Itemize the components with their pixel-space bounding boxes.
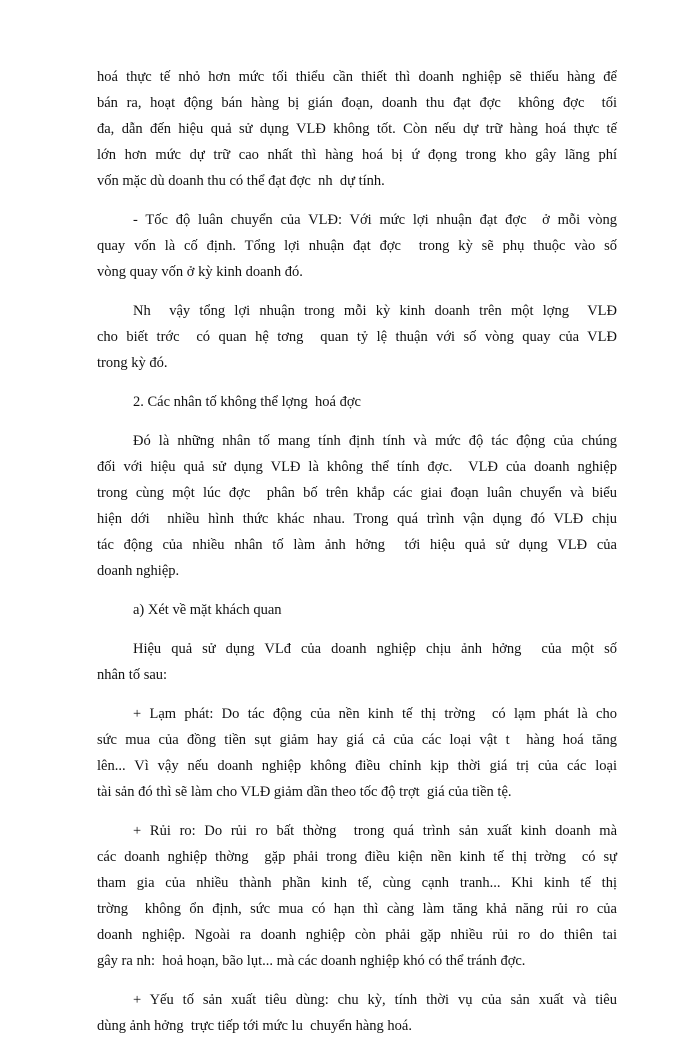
text-line: Đó là những nhân tố mang tính định tính và mức độ tác động của chúng: [133, 433, 617, 449]
document-page: [97, 64, 617, 1052]
text-line: trờng không ổn định, sức mua có hạn thì càng làm tăng khả năng rủi ro của: [97, 901, 617, 917]
para-profit-relation: [97, 298, 617, 376]
text-line: doanh nghiệp. Ngoài ra doanh nghiệp còn phải gặp nhiều rủi ro do thiên tai: [97, 927, 617, 943]
text-line: lớn hơn mức dự trữ cao nhất thì hàng hoá bị ứ đọng trong kho gây lãng phí: [97, 147, 617, 163]
text-line: nhân tố sau:: [97, 667, 168, 683]
para-inventory-continuation: [97, 64, 617, 194]
para-consumption: [97, 987, 617, 1039]
text-line: Nh vậy tổng lợi nhuận trong mỗi kỳ kinh doanh trên một lợng VLĐ: [133, 303, 617, 319]
text-line: doanh nghiệp.: [97, 563, 180, 579]
text-line: trong cùng một lúc đợc phân bố trên khắp các giai đoạn luân chuyển và biểu: [97, 485, 617, 501]
text-line: trong kỳ đó.: [97, 355, 168, 371]
text-line: bán ra, hoạt động bán hàng bị gián đoạn, doanh thu đạt đợc không đợc tối: [97, 95, 617, 111]
text-line: đa, dẫn đến hiệu quả sử dụng VLĐ không tốt. Còn nếu dự trữ hàng hoá thực tế: [97, 121, 617, 137]
text-line: sức mua của đồng tiền sụt giảm hay giá cả của các loại vật t hàng hoá tăng: [97, 732, 617, 748]
text-line: hiện dới nhiều hình thức khác nhau. Trong quá trình vận dụng đó VLĐ chịu: [97, 511, 617, 527]
para-qualitative-factors: [97, 428, 617, 584]
text-line: quay vốn là cố định. Tổng lợi nhuận đạt đợc trong kỳ sẽ phụ thuộc vào số: [97, 238, 617, 254]
text-line: tham gia của nhiều thành phần kinh tế, cùng cạnh tranh... Khi kinh tế thị: [97, 875, 617, 891]
text-line: a) Xét về mặt khách quan: [133, 602, 282, 618]
text-line: đối với hiệu quả sử dụng VLĐ là không thể tính đợc. VLĐ của doanh nghiệp: [97, 459, 617, 475]
text-line: hoá thực tế nhỏ hơn mức tối thiểu cần thiết thì doanh nghiệp sẽ thiếu hàng để: [97, 69, 617, 85]
para-risk: [97, 818, 617, 974]
text-line: vòng quay vốn ở kỳ kinh doanh đó.: [97, 264, 303, 280]
text-line: tài sản đó thì sẽ làm cho VLĐ giảm dần theo tốc độ trợt giá của tiền tệ.: [97, 784, 512, 800]
text-line: lên... Vì vậy nếu doanh nghiệp không điều chỉnh kịp thời giá trị của các loại: [97, 758, 617, 774]
heading-unquantifiable-factors: [97, 389, 617, 415]
text-line: vốn mặc dù doanh thu có thể đạt đợc nh dự tính.: [97, 173, 385, 189]
para-turnover-speed: [97, 207, 617, 285]
text-line: + Rủi ro: Do rủi ro bất thờng trong quá trình sản xuất kinh doanh mà: [133, 823, 617, 839]
para-objective-intro: [97, 636, 617, 688]
text-line: - Tốc độ luân chuyển của VLĐ: Với mức lợi nhuận đạt đợc ở mỗi vòng: [133, 212, 617, 228]
text-line: + Lạm phát: Do tác động của nền kinh tế thị trờng có lạm phát là cho: [133, 706, 617, 722]
text-line: cho biết trớc có quan hệ tơng quan tỷ lệ thuận với số vòng quay của VLĐ: [97, 329, 617, 345]
text-line: + Yếu tố sản xuất tiêu dùng: chu kỳ, tính thời vụ của sản xuất và tiêu: [133, 992, 617, 1008]
text-line: các doanh nghiệp thờng gặp phải trong điều kiện nền kinh tế thị trờng có sự: [97, 849, 617, 865]
para-inflation: [97, 701, 617, 805]
text-line: dùng ảnh hởng trực tiếp tới mức lu chuyển hàng hoá.: [97, 1018, 412, 1034]
text-line: 2. Các nhân tố không thể lợng hoá đợc: [133, 394, 361, 410]
text-line: gây ra nh: hoả hoạn, bão lụt... mà các doanh nghiệp khó có thể tránh đợc.: [97, 953, 526, 969]
text-line: tác động của nhiều nhân tố làm ảnh hởng tới hiệu quả sử dụng VLĐ của: [97, 537, 617, 553]
text-line: Hiệu quả sử dụng VLđ của doanh nghiệp chịu ảnh hởng của một số: [133, 641, 617, 657]
heading-objective: [97, 597, 617, 623]
